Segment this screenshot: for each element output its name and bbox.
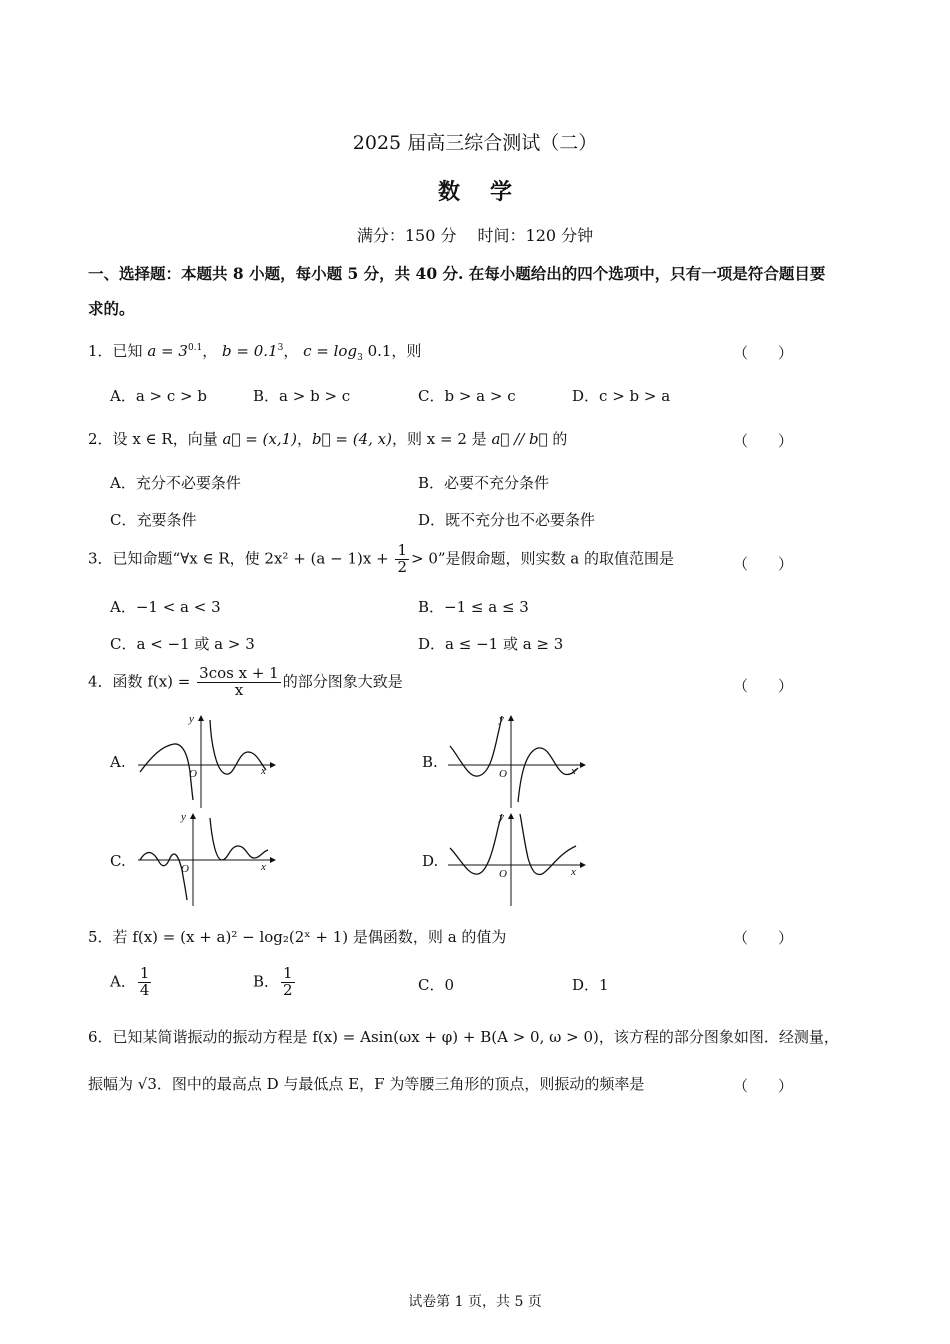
y-axis-arrow	[508, 813, 514, 819]
y-label: y	[499, 713, 504, 725]
q2-option-d[interactable]: D．既不充分也不必要条件	[418, 511, 596, 529]
question-5: 5．若 f(x) = (x + a)² − log₂(2ˣ + 1) 是偶函数，则 a 的值为	[88, 928, 507, 946]
question-1: 1．已知 $a = 3^{0.1}$， $b = 0.1^3$， $c = \log_3 0.1$，则	[88, 342, 422, 363]
answer-paren-2[interactable]: （ ）	[733, 432, 794, 450]
fraction: $\frac{1}{2}$	[283, 964, 293, 999]
question-3: 3．已知命题“∀x ∈ R，使 2x² + (a − 1)x + $\frac{1}{2}$ > 0”是假命题，则实数 a 的取值范围是	[88, 541, 675, 576]
q2-option-b[interactable]: B．必要不充分条件	[418, 474, 550, 492]
y-axis-arrow	[508, 715, 514, 721]
curve-left	[140, 744, 193, 800]
y-label: y	[181, 811, 186, 823]
y-label: y	[189, 713, 194, 725]
y-axis-arrow	[190, 813, 196, 819]
x-axis-arrow	[270, 857, 276, 863]
q2-option-a[interactable]: A．充分不必要条件	[110, 474, 241, 492]
subject-title: 数学	[437, 179, 542, 205]
graph-c[interactable]	[138, 810, 278, 908]
question-number: 2．	[88, 430, 113, 448]
q5-option-a[interactable]: A． $\frac{1}{4}$	[110, 964, 150, 999]
question-number: 5．	[88, 928, 113, 946]
question-6-line2: 振幅为 √3．图中的最高点 D 与最低点 E，F 为等腰三角形的顶点，则振动的频率是	[88, 1075, 645, 1093]
q2-option-c[interactable]: C．充要条件	[110, 511, 197, 529]
x-label: x	[571, 765, 576, 777]
answer-paren-1[interactable]: （ ）	[733, 344, 794, 362]
q5-option-b[interactable]: B． $\frac{1}{2}$	[253, 964, 293, 999]
q1-option-c[interactable]: C．b > a > c	[418, 387, 516, 405]
q1-option-b[interactable]: B．a > b > c	[253, 387, 351, 405]
graph-a[interactable]	[138, 712, 278, 810]
question-number: 3．	[88, 549, 113, 568]
page-footer: 试卷第 1 页，共 5 页	[408, 1294, 542, 1310]
exam-title: 2025 届高三综合测试（二）	[352, 132, 598, 154]
q3-option-d[interactable]: D．a ≤ −1 或 a ≥ 3	[418, 635, 564, 653]
x-axis-arrow	[270, 762, 276, 768]
graph-b[interactable]	[448, 712, 588, 810]
origin-label: O	[499, 768, 507, 780]
q4-option-c[interactable]: C.	[110, 852, 126, 870]
q3-option-c[interactable]: C．a < −1 或 a > 3	[110, 635, 255, 653]
question-number: 4．	[88, 672, 113, 691]
curve-right	[518, 748, 578, 802]
q1-option-d[interactable]: D．c > b > a	[572, 387, 671, 405]
q5-option-d[interactable]: D．1	[572, 976, 609, 994]
answer-paren-3[interactable]: （ ）	[733, 555, 794, 573]
graph-d[interactable]	[448, 810, 588, 908]
exam-meta: 满分：150 分 时间：120 分钟	[356, 226, 594, 245]
x-label: x	[261, 861, 266, 873]
curve-right	[210, 720, 266, 774]
q3-option-a[interactable]: A．−1 < a < 3	[110, 598, 221, 616]
question-2: 2．设 x ∈ R，向量 a⃗ = (x,1)，b⃗ = (4, x)，则 x = 2 是 a⃗ // b⃗ 的	[88, 430, 568, 448]
section-instructions-line2: 求的。	[88, 299, 135, 318]
origin-label: O	[499, 868, 507, 880]
y-axis-arrow	[198, 715, 204, 721]
q4-option-a[interactable]: A.	[110, 753, 126, 771]
answer-paren-6[interactable]: （ ）	[733, 1077, 794, 1095]
x-label: x	[571, 866, 576, 878]
x-label: x	[261, 765, 266, 777]
y-label: y	[499, 811, 504, 823]
curve-left	[450, 716, 502, 776]
q4-option-d[interactable]: D.	[422, 852, 439, 870]
q1-option-a[interactable]: A．a > c > b	[110, 387, 207, 405]
q3-option-b[interactable]: B．−1 ≤ a ≤ 3	[418, 598, 529, 616]
question-6-line1: 6．已知某简谐振动的振动方程是 f(x) = Asin(ωx + φ) + B(A > 0, ω > 0)，该方程的部分图象如图．经测量，	[88, 1028, 839, 1046]
q5-option-c[interactable]: C．0	[418, 976, 455, 994]
question-number: 1．	[88, 342, 113, 360]
question-4: 4．函数 f(x) = $\frac{\text{3cos x + 1}}{x}$ 的部分图象大致是	[88, 664, 403, 699]
question-number: 6．	[88, 1028, 113, 1046]
fraction: $\frac{1}{4}$	[139, 964, 150, 999]
answer-paren-5[interactable]: （ ）	[733, 929, 794, 947]
answer-paren-4[interactable]: （ ）	[733, 677, 794, 695]
origin-label: O	[189, 768, 197, 780]
fraction: $\frac{\text{3cos x + 1}}{x}$	[199, 664, 279, 699]
fraction: $\frac{1}{2}$	[397, 541, 407, 576]
origin-label: O	[181, 863, 189, 875]
x-axis-arrow	[580, 862, 586, 868]
q4-option-b[interactable]: B.	[422, 753, 438, 771]
curve-right	[210, 818, 268, 860]
section-instructions-line1: 一、选择题：本题共 8 小题，每小题 5 分，共 40 分. 在每小题给出的四个选项中，只有一项是符合题目要	[88, 264, 826, 283]
x-axis-arrow	[580, 762, 586, 768]
